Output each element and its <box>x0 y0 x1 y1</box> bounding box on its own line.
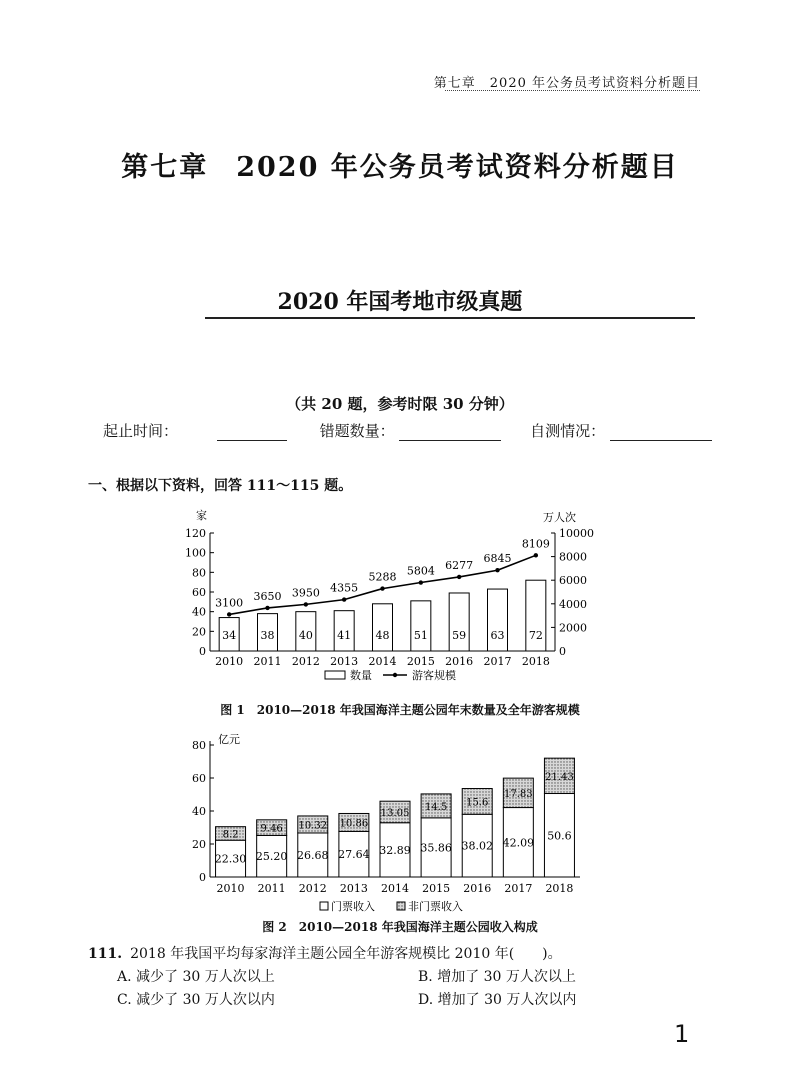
line-point-label: 6845 <box>483 552 512 566</box>
bar-count-label: 38 <box>260 629 275 642</box>
bar-count-label: 63 <box>490 629 505 642</box>
x-tick-label: 2017 <box>483 655 512 668</box>
fields-row <box>103 420 712 441</box>
question-text: 2018 年我国平均每家海洋主题公园全年游客规模比 2010 年( )。 <box>130 946 562 962</box>
question-number: 111. <box>88 946 123 962</box>
ticket-revenue-label: 25.20 <box>255 850 288 864</box>
option-a[interactable]: A. 减少了 30 万人次以上 <box>117 969 275 985</box>
header-rule <box>445 90 700 91</box>
legend-nonticket-swatch <box>397 902 405 910</box>
x-tick-label: 2017 <box>504 882 533 895</box>
bar-count-label: 72 <box>528 629 543 642</box>
right-tick-label: 10000 <box>559 527 594 540</box>
line-point-label: 8109 <box>521 537 550 551</box>
option-d[interactable]: D. 增加了 30 万人次以内 <box>418 992 577 1008</box>
nonticket-revenue-label: 17.83 <box>504 788 533 800</box>
figure2-caption: 图 2 2010—2018 年我国海洋主题公园收入构成 <box>262 920 538 934</box>
visitor-point <box>304 602 308 606</box>
ticket-revenue-label: 50.6 <box>547 829 572 843</box>
left-tick-label: 100 <box>185 546 206 560</box>
error-count-blank[interactable] <box>399 424 501 441</box>
quiz-info: （共 20 题，参考时限 30 分钟） <box>286 395 514 413</box>
visitor-point <box>419 580 423 584</box>
bar-count <box>373 604 393 651</box>
line-point-label: 5288 <box>368 570 397 584</box>
chapter-number: 第七章 <box>121 152 209 183</box>
left-tick-label: 60 <box>192 586 206 599</box>
x-tick-label: 2015 <box>406 655 435 668</box>
x-tick-label: 2012 <box>291 655 320 668</box>
bar-count-label: 34 <box>222 629 237 642</box>
question-intro: 一、根据以下资料，回答 111～115 题。 <box>88 478 353 494</box>
line-point-label: 3650 <box>253 589 282 603</box>
page-number: 1 <box>674 1020 690 1048</box>
bar-count-label: 59 <box>452 629 467 642</box>
y-axis-label: 亿元 <box>218 733 240 746</box>
legend-ticket-swatch <box>320 902 328 910</box>
x-tick-label: 2012 <box>298 882 327 895</box>
self-eval-blank[interactable] <box>610 424 712 441</box>
x-tick-label: 2011 <box>253 655 282 668</box>
figure1-caption: 图 1 2010—2018 年我国海洋主题公园年末数量及全年游客规模 <box>220 703 580 717</box>
ticket-revenue-label: 22.30 <box>214 852 247 866</box>
y-tick-label: 0 <box>199 871 206 884</box>
start-time-label: 起止时间： <box>103 422 179 440</box>
x-tick-label: 2018 <box>521 655 550 668</box>
x-tick-label: 2014 <box>381 882 409 895</box>
y-tick-label: 80 <box>192 739 206 752</box>
ticket-revenue-label: 38.02 <box>461 839 493 853</box>
x-tick-label: 2016 <box>445 655 474 668</box>
running-header: 第七章 2020 年公务员考试资料分析题目 <box>433 76 700 91</box>
nonticket-revenue-label: 14.5 <box>424 801 448 813</box>
option-c[interactable]: C. 减少了 30 万人次以内 <box>117 992 275 1008</box>
self-eval-label: 自测情况： <box>530 422 606 440</box>
bar-count <box>411 601 431 651</box>
start-time-blank[interactable] <box>217 424 287 441</box>
bar-count-label: 40 <box>298 629 313 642</box>
ticket-revenue-label: 32.89 <box>379 843 411 857</box>
y-tick-label: 60 <box>192 772 206 785</box>
visitor-point <box>534 553 538 557</box>
left-tick-label: 40 <box>192 605 206 619</box>
right-tick-label: 4000 <box>559 597 587 611</box>
legend-line-label: 游客规模 <box>412 669 456 682</box>
x-tick-label: 2016 <box>463 882 492 895</box>
section-title: 2020 年国考地市级真题 <box>277 289 523 315</box>
right-tick-label: 8000 <box>559 550 587 564</box>
nonticket-revenue-label: 8.2 <box>222 829 239 841</box>
visitor-point <box>265 606 269 610</box>
figure1-chart <box>170 508 610 698</box>
x-tick-label: 2015 <box>422 882 451 895</box>
left-tick-label: 20 <box>192 625 206 639</box>
x-tick-label: 2013 <box>339 882 368 895</box>
visitor-point <box>495 568 499 572</box>
nonticket-revenue-label: 10.32 <box>298 820 328 832</box>
left-tick-label: 0 <box>199 645 206 658</box>
nonticket-revenue-label: 15.6 <box>466 797 489 809</box>
line-point-label: 3950 <box>291 586 320 600</box>
nonticket-revenue-label: 13.05 <box>380 807 410 819</box>
chapter-name: 2020 年公务员考试资料分析题目 <box>236 152 679 183</box>
right-tick-label: 2000 <box>559 621 587 635</box>
line-point-label: 4355 <box>330 581 359 595</box>
ticket-revenue-label: 26.68 <box>297 848 329 862</box>
error-count-label: 错题数量： <box>319 422 395 440</box>
section-rule <box>205 317 695 319</box>
ticket-revenue-label: 35.86 <box>420 841 452 855</box>
bar-count-label: 41 <box>337 629 352 642</box>
option-b[interactable]: B. 增加了 30 万人次以上 <box>418 969 576 985</box>
nonticket-revenue-label: 9.46 <box>260 823 283 835</box>
nonticket-revenue-label: 21.43 <box>545 771 574 783</box>
left-tick-label: 120 <box>185 527 206 540</box>
left-axis-label: 家 <box>196 509 207 522</box>
line-point-label: 3100 <box>215 596 244 610</box>
legend-nonticket-label: 非门票收入 <box>408 900 463 913</box>
bar-count-label: 51 <box>413 629 428 642</box>
chapter-title <box>0 145 800 184</box>
x-tick-label: 2018 <box>545 882 574 895</box>
line-point-label: 6277 <box>445 558 474 572</box>
legend-bar-label: 数量 <box>350 669 372 682</box>
x-tick-label: 2011 <box>257 882 286 895</box>
bar-count <box>449 593 469 651</box>
ticket-revenue-label: 27.64 <box>338 848 370 862</box>
nonticket-revenue-label: 10.86 <box>339 818 369 830</box>
visitor-point <box>342 597 346 601</box>
legend-ticket-label: 门票收入 <box>331 900 375 913</box>
right-axis-label: 万人次 <box>543 511 576 524</box>
x-tick-label: 2013 <box>330 655 359 668</box>
left-tick-label: 80 <box>192 566 206 580</box>
right-tick-label: 0 <box>559 645 566 658</box>
x-tick-label: 2010 <box>216 882 245 895</box>
figure2-chart <box>185 722 595 917</box>
y-tick-label: 40 <box>192 805 206 818</box>
y-tick-label: 20 <box>192 838 206 851</box>
visitor-point <box>380 586 384 590</box>
bar-count-label: 48 <box>375 629 390 642</box>
visitor-point <box>227 612 231 616</box>
legend-bar-swatch <box>325 671 345 679</box>
ticket-revenue-label: 42.09 <box>502 836 535 850</box>
line-point-label: 5804 <box>406 564 435 578</box>
question-111 <box>88 943 562 963</box>
visitor-point <box>457 575 461 579</box>
x-tick-label: 2010 <box>215 655 244 668</box>
x-tick-label: 2014 <box>368 655 397 668</box>
right-tick-label: 6000 <box>559 574 587 588</box>
legend-line-marker <box>393 673 397 677</box>
